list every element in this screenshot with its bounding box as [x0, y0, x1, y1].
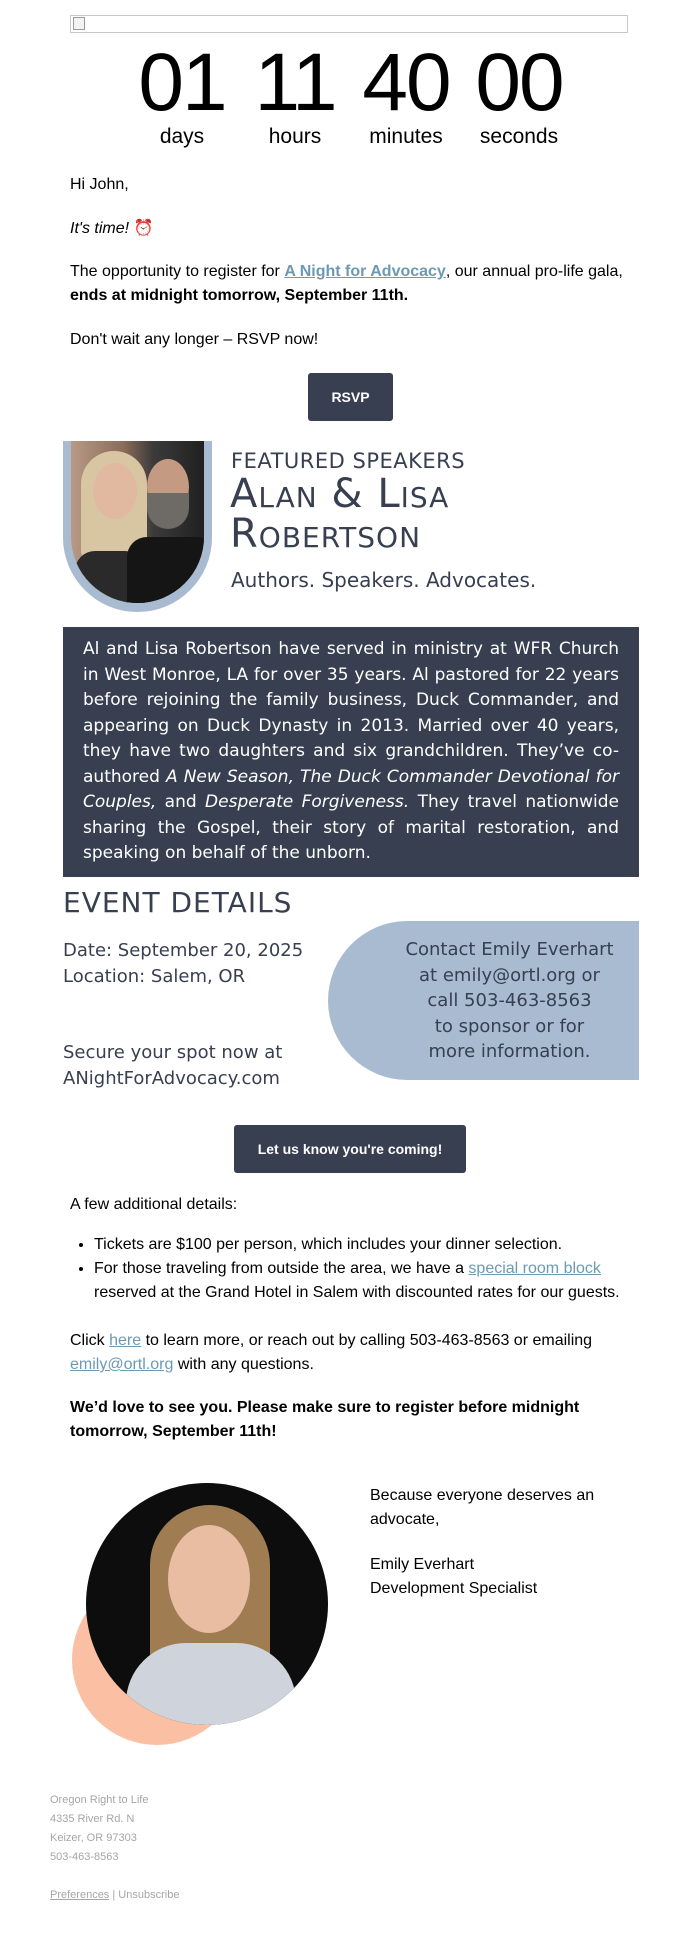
countdown-minutes	[346, 38, 466, 150]
signature-name: Emily Everhart	[370, 1556, 475, 1573]
speaker-name-line1: Alan & Lisa	[230, 471, 450, 517]
broken-image-icon	[73, 17, 85, 30]
footer-street: 4335 River Rd. N	[50, 1813, 135, 1825]
bio-book-2: Desperate Forgiveness.	[205, 792, 410, 812]
speaker-name	[230, 471, 650, 557]
unsubscribe-link[interactable]: Unsubscribe	[118, 1889, 180, 1901]
countdown-days-value: 01	[138, 37, 226, 128]
additional-details-intro: A few additional details:	[70, 1196, 238, 1213]
footer-city: Keizer, OR 97303	[50, 1832, 137, 1844]
bio-text-1: Al and Lisa Robertson have served in ministry at WFR Church in West Monroe, LA for over 35 years. Al pastored for 22 years before rejoining the family business, Duck Commander, and appearing on Duck Dynasty in 2013. Married over 40 years, they have two daughters and six grandchildren. They’ve co-authored	[83, 639, 619, 787]
its-time-text: It's time!	[70, 220, 130, 237]
closing-message: We’d love to see you. Please make sure to register before midnight tomorrow, September 11th!	[70, 1399, 580, 1440]
intro-deadline: ends at midnight tomorrow, September 11th.	[70, 287, 409, 304]
contact-line: Contact Emily Everhart	[405, 939, 614, 960]
rsvp-button[interactable]: RSVP	[308, 373, 393, 421]
bio-text-2: They travel nationwide sharing the Gospel, their story of marital restoration, and speaking on behalf of the unborn.	[83, 792, 619, 863]
intro-after: , our annual pro-life gala,	[445, 263, 623, 280]
event-location: Location: Salem, OR	[63, 966, 246, 987]
learn-more-before: Click	[70, 1332, 110, 1349]
room-block-after: reserved at the Grand Hotel in Salem with discounted rates for our guests.	[94, 1284, 620, 1301]
secure-line-2: ANightForAdvocacy.com	[63, 1068, 280, 1089]
speakers-bio	[63, 627, 639, 877]
bio-and: and	[156, 792, 206, 812]
contact-line: call 503-463-8563	[427, 990, 592, 1011]
preferences-link[interactable]: Preferences	[50, 1889, 110, 1901]
countdown-hours-label: hours	[268, 125, 322, 148]
countdown-days-label: days	[159, 125, 205, 148]
contact-line: at emily@ortl.org or	[419, 964, 600, 986]
rsvp-coming-button[interactable]: Let us know you're coming!	[234, 1125, 466, 1173]
details-list	[70, 1233, 664, 1305]
signature-photo	[86, 1483, 328, 1725]
countdown-seconds-label: seconds	[479, 125, 559, 148]
secure-line-1: Secure your spot now at	[63, 1042, 283, 1063]
countdown-minutes-value: 40	[362, 37, 450, 128]
countdown-seconds	[459, 38, 579, 150]
room-block-link[interactable]: special room block	[468, 1260, 601, 1277]
greeting: Hi John,	[70, 176, 129, 193]
footer-separator: |	[112, 1889, 116, 1901]
dont-wait-text: Don't wait any longer – RSVP now!	[70, 331, 319, 348]
list-item	[94, 1257, 664, 1305]
learn-more-link[interactable]: here	[109, 1332, 142, 1349]
event-date: Date: September 20, 2025	[63, 940, 304, 961]
learn-more-middle: to learn more, or reach out by calling 503-463-8563 or emailing	[141, 1332, 593, 1349]
contact-line: to sponsor or for	[434, 1015, 585, 1037]
contact-line: more information.	[428, 1041, 591, 1062]
its-time-line	[70, 217, 630, 241]
room-block-before: For those traveling from outside the area, we have a	[94, 1260, 469, 1277]
speakers-tagline: Authors. Speakers. Advocates.	[231, 568, 537, 592]
footer-org: Oregon Right to Life	[50, 1794, 149, 1806]
countdown-hours-value: 11	[254, 37, 336, 128]
footer-address	[50, 1791, 148, 1867]
bio-book-1: A New Season, The Duck Commander Devotional for Couples,	[83, 766, 619, 812]
gala-link[interactable]: A Night for Advocacy	[284, 263, 446, 280]
learn-more-after: with any questions.	[173, 1356, 314, 1373]
alarm-clock-icon: ⏰	[133, 220, 154, 237]
speakers-photo	[71, 441, 204, 603]
countdown-minutes-label: minutes	[369, 125, 443, 148]
email-link[interactable]: emily@ortl.org	[70, 1356, 174, 1373]
signature-tagline: Because everyone deserves an advocate,	[370, 1487, 595, 1528]
footer-phone: 503-463-8563	[50, 1851, 119, 1863]
signature-title: Development Specialist	[370, 1580, 538, 1597]
list-item: • Tickets are $100 per person, which includes your dinner selection.	[94, 1233, 664, 1257]
contact-info-box	[328, 921, 639, 1080]
learn-more-paragraph	[70, 1329, 630, 1377]
countdown-hours	[235, 38, 355, 150]
speakers-photo-frame	[63, 441, 212, 612]
featured-speakers-label: FEATURED SPEAKERS	[231, 449, 466, 473]
countdown-seconds-value: 00	[475, 37, 563, 128]
speaker-name-line2: Robertson	[230, 511, 422, 557]
intro-paragraph	[70, 260, 630, 308]
intro-before: The opportunity to register for	[70, 263, 285, 280]
event-details-heading: EVENT DETAILS	[63, 886, 293, 919]
footer-links	[50, 1886, 179, 1905]
countdown-days	[122, 38, 242, 150]
header-banner-image	[70, 15, 628, 33]
